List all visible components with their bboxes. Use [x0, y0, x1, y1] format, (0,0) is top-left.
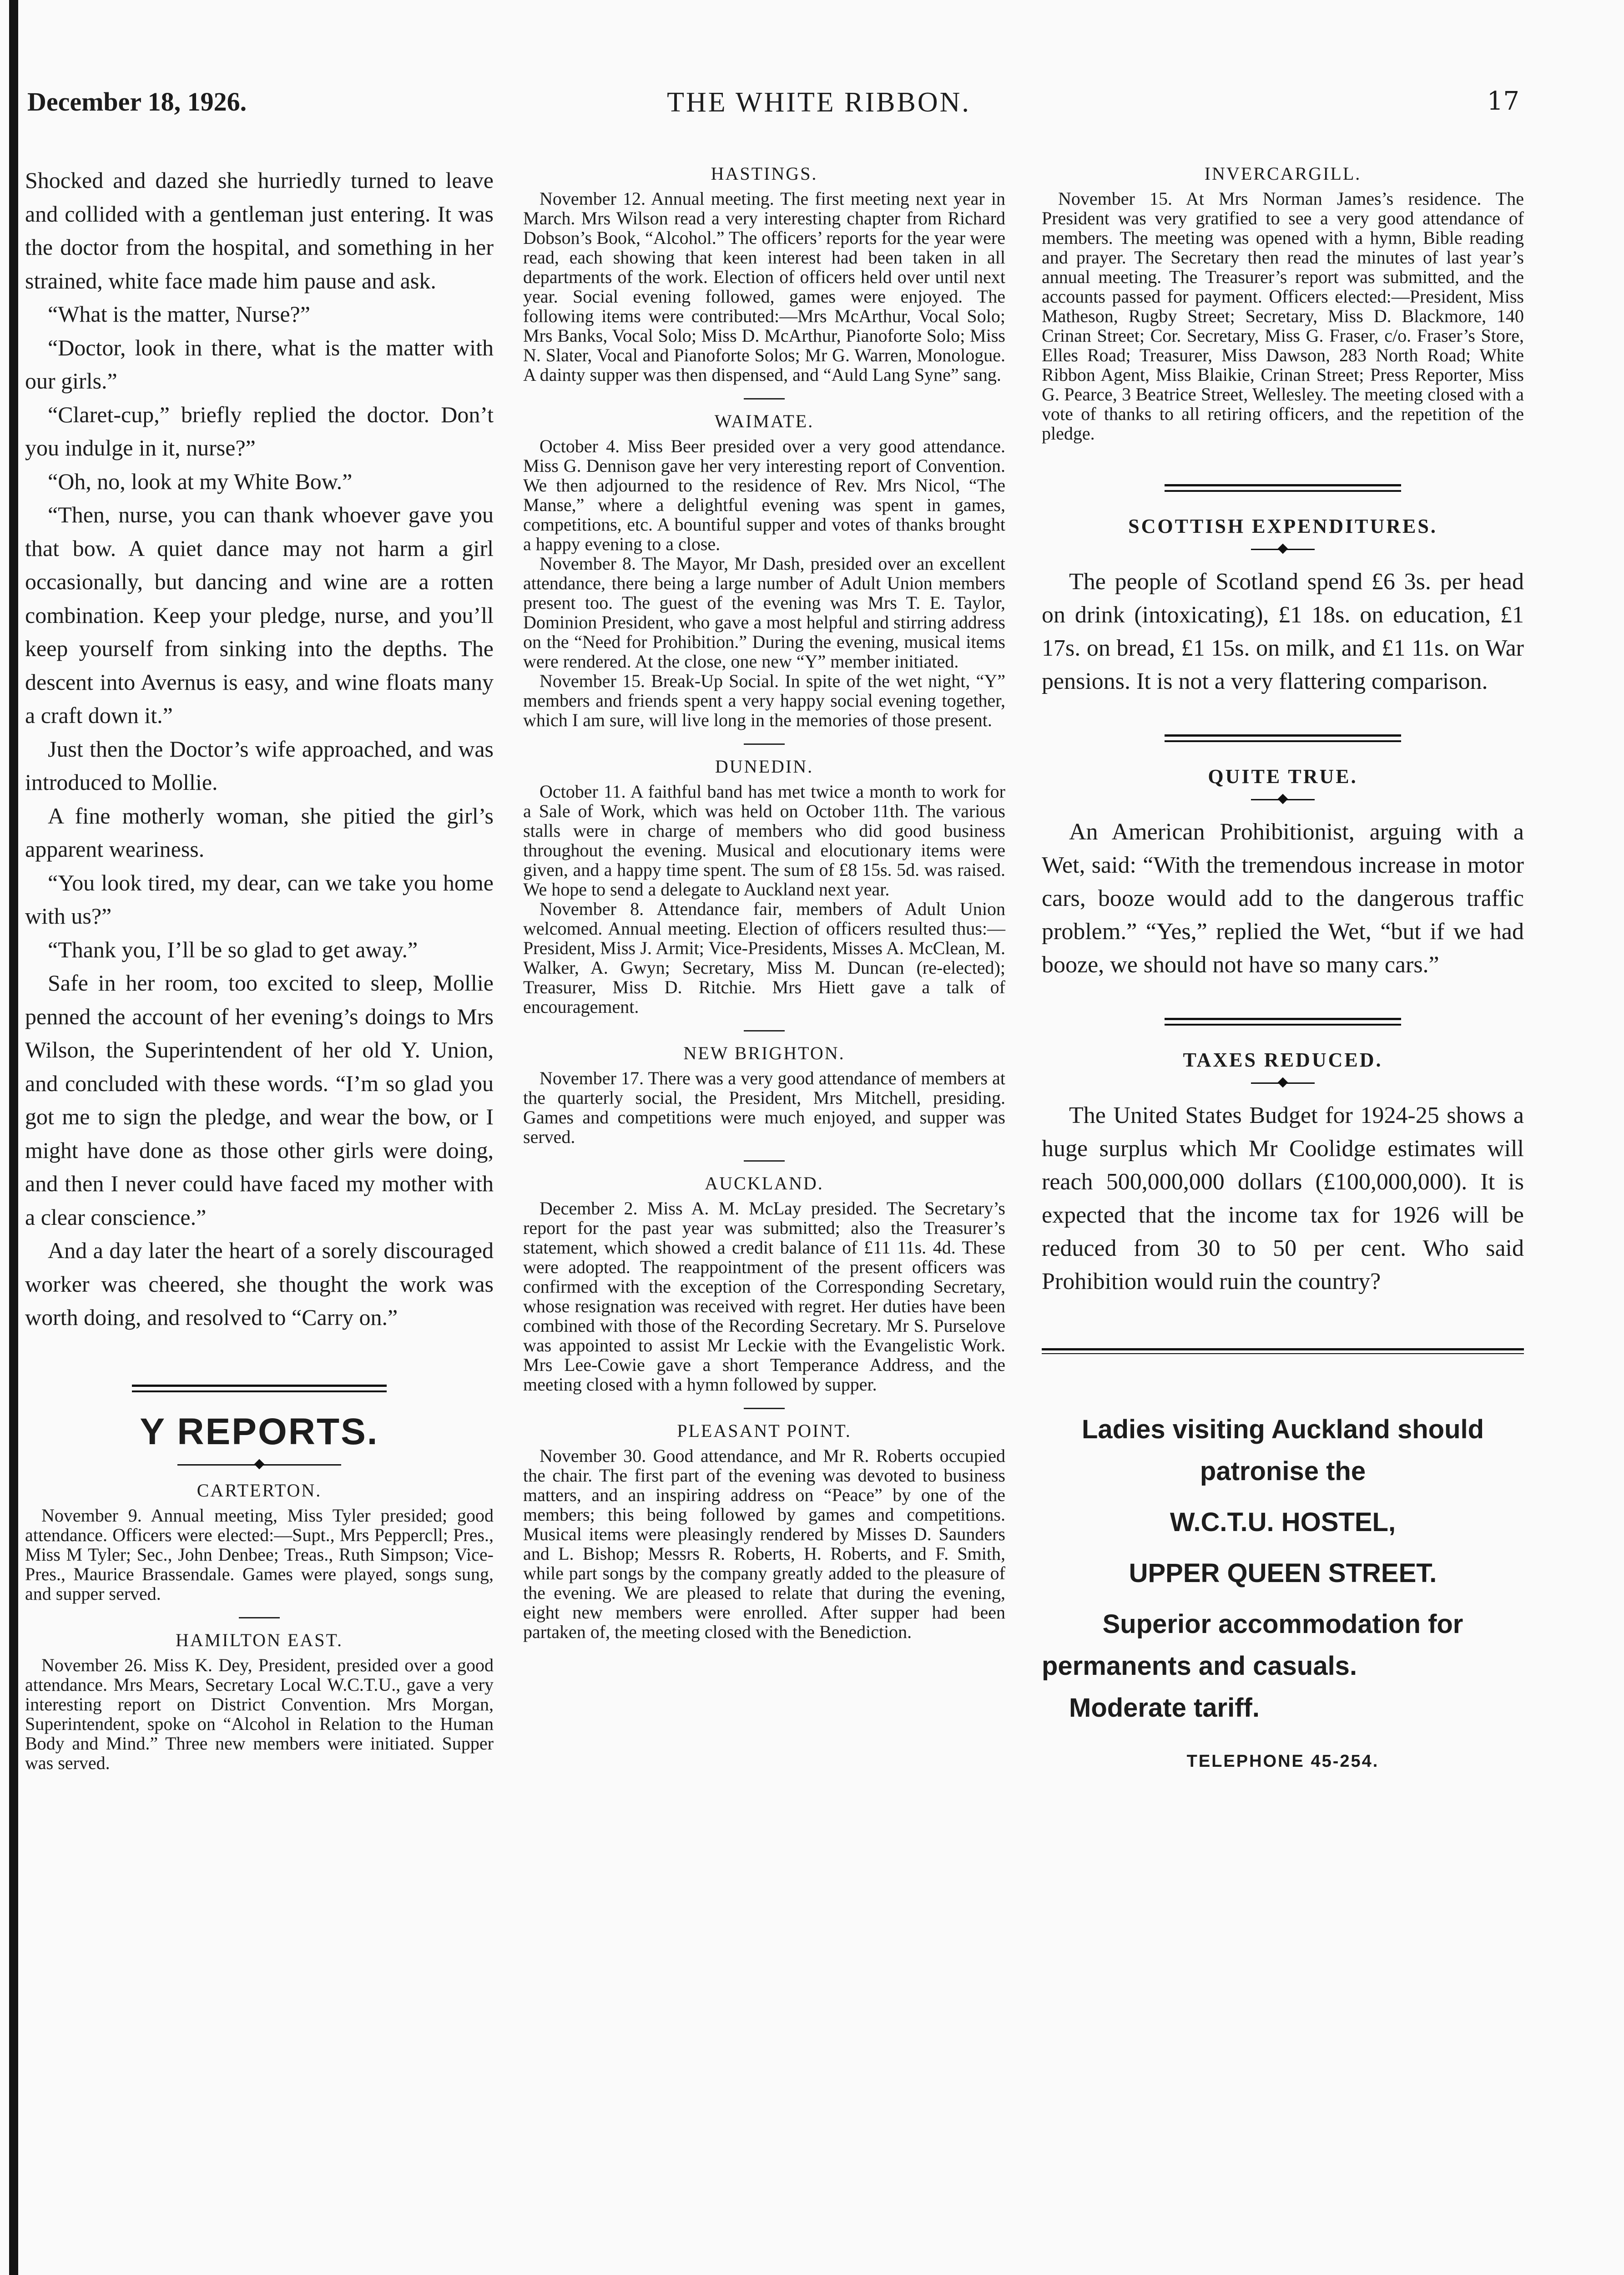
page-number: 17 — [1487, 86, 1519, 116]
report-text: November 12. Annual meeting. The first meeting next year in March. Mrs Wilson read a very interesting chapter from Richard Dobson’s Book, “Alcohol.” The officers’ reports for the year were read, each showing that keen interest had been taken in all departments of the work. Election of officers held over until next year. Social evening followed, games were enjoyed. The following items were contributed:—Mrs McArthur, Vocal Solo; Mrs Banks, Vocal Solo; Miss D. McArthur, Pianoforte Solo; Miss N. Slater, Vocal and Pianoforte Solos; Mr G. Warren, Monologue. A dainty supper was then dispensed, and “Auld Lang Syne” sang. — [523, 188, 1005, 385]
report-place: HAMILTON EAST. — [176, 1629, 343, 1650]
report-text: November 9. Annual meeting, Miss Tyler presided; good attendance. Officers were elected:—Supt., Mrs Peppercll; Pres., Miss M Tyler; Sec., John Denbee; Treas., Ruth Simpson; Vice-Pres., Maurice Brassendale. Games were played, songs sung, and supper served. — [25, 1505, 494, 1604]
advert-line: Superior accommodation for — [1102, 1609, 1463, 1639]
report-place: DUNEDIN. — [715, 756, 814, 777]
report-text: November 8. Attendance fair, members of Adult Union welcomed. Annual meeting. Election of officers resulted thus:—President, Miss J. Armit; Vice-Presidents, Misses A. McClean, M. Walker, A. Gwyn; Secretary, Miss M. Duncan (re-elected); Treasurer, Miss D. Ritchie. Mrs Hiett gave a talk of encouragement. — [523, 899, 1005, 1017]
masthead-title: THE WHITE RIBBON. — [667, 87, 971, 118]
ornament-rule — [141, 1462, 378, 1467]
report-place: WAIMATE. — [714, 411, 814, 431]
taxes-text: The United States Budget for 1924-25 shows a huge surplus which Mr Coolidge estimates will reach 500,000,000 dollars (£100,000,000). It is expected that the income tax for 1926 will be reduced from 30 to 50 per cent. Who said Prohibition would ruin the country? — [1042, 1102, 1524, 1294]
story-paragraph: “What is the matter, Nurse?” — [48, 301, 310, 327]
mini-rule — [744, 1408, 785, 1409]
mini-rule — [744, 1160, 785, 1162]
story-paragraph: “Then, nurse, you can thank whoever gave you that bow. A quiet dance may not harm a girl occasionally, but dancing and wine are a rotten combination. Keep your pledge, nurse, and you’ll keep yourself from sinking into the depths. The descent into Avernus is easy, and wine floats many a craft down it.” — [25, 502, 494, 728]
quite-true-text-block — [1042, 815, 1524, 981]
right-column — [1042, 164, 1524, 1771]
y-reports-list — [25, 1481, 494, 1773]
advert-line: Ladies visiting Auckland should — [1081, 1415, 1484, 1444]
taxes-text-block — [1042, 1099, 1524, 1298]
y-reports-heading: Y REPORTS. — [140, 1410, 379, 1452]
quite-true-heading: QUITE TRUE. — [1208, 765, 1358, 788]
quite-true-text: An American Prohibitionist, arguing with a Wet, said: “With the tremendous increase in motor cars, booze would add to the dangerous traffic problem.” “Yes,” replied the Wet, “but if we had booze, we should not have so many cars.” — [1042, 819, 1524, 978]
report-place: INVERCARGILL. — [1204, 163, 1362, 184]
report-place: AUCKLAND. — [705, 1173, 824, 1193]
middle-column — [523, 164, 1005, 1642]
story-paragraph: Safe in her room, too excited to sleep, Mollie penned the account of her evening’s doings to Mrs Wilson, the Superintendent of her old Y. Union, and concluded with these words. “I’m so glad you got me to sign the pledge, and wear the bow, or I might have done as those other girls were doing, and then I never could have faced my mother with a clear conscience.” — [25, 970, 494, 1230]
left-column — [25, 164, 494, 1773]
advert-top-rule-thin — [1042, 1353, 1524, 1354]
story-paragraph: A fine motherly woman, she pitied the girl’s apparent weariness. — [25, 803, 494, 862]
report-place: CARTERTON. — [197, 1480, 322, 1501]
report-text: November 30. Good attendance, and Mr R. Roberts occupied the chair. The first part of the evening was devoted to business matters, and an inspiring address on “Peace” by one of the members; this being followed by games and competitions. Musical items were pleasingly rendered by Misses D. Saunders and L. Bishop; Messrs R. Roberts, H. Roberts, and F. Smith, while part songs by the company greatly added to the pleasure of the evening. We are pleased to relate that during the evening, eight new members were enrolled. After supper had been partaken of, the meeting closed with the Benediction. — [523, 1446, 1005, 1642]
hostel-advert — [1042, 1409, 1524, 1771]
mini-rule — [744, 1030, 785, 1031]
mini-rule — [744, 743, 785, 745]
invercargill-report — [1042, 164, 1524, 443]
mini-rule — [744, 398, 785, 399]
story-continuation — [25, 164, 494, 1335]
report-text: November 26. Miss K. Dey, President, presided over a good attendance. Mrs Mears, Secretary Local W.C.T.U., gave a very interesting report on District Convention. Mrs Morgan, Superintendent, spoke on “Alcohol in Relation to the Human Body and Mind.” Three new members were initiated. Supper was served. — [25, 1654, 494, 1773]
taxes-heading: TAXES REDUCED. — [1183, 1049, 1383, 1071]
ornament-rule — [1215, 547, 1351, 551]
advert-line: Moderate tariff. — [1069, 1693, 1260, 1723]
story-paragraph: And a day later the heart of a sorely discouraged worker was cheered, she thought the work was worth doing, and resolved to “Carry on.” — [25, 1238, 494, 1330]
report-place: PLEASANT POINT. — [677, 1421, 852, 1441]
advert-line: W.C.T.U. HOSTEL, — [1170, 1507, 1396, 1537]
mini-rule — [239, 1617, 280, 1618]
section-divider — [1165, 1018, 1401, 1026]
section-divider — [1165, 734, 1401, 742]
report-place: NEW BRIGHTON. — [683, 1043, 845, 1063]
report-text: November 15. Break-Up Social. In spite of the wet night, “Y” members and friends spent a very happy social evening together, which I am sure, will live long in the memories of those present. — [523, 671, 1005, 730]
story-paragraph: “Thank you, I’ll be so glad to get away.” — [48, 936, 418, 962]
section-divider — [1165, 484, 1401, 492]
report-place: HASTINGS. — [711, 163, 818, 184]
report-text: October 11. A faithful band has met twice a month to work for a Sale of Work, which was held on October 11th. The various stalls were in charge of members who did good business throughout the evening. Musical and elocutionary items were given, and a happy time spent. The sum of £8 15s. 5d. was raised. We hope to send a delegate to Auckland next year. — [523, 781, 1005, 900]
report-text: November 8. The Mayor, Mr Dash, presided over an excellent attendance, there being a large number of Adult Union members present too. The guest of the evening was Mrs T. E. Taylor, Dominion President, who gave a most helpful and stirring address on the “Need for Prohibition.” During the evening, musical items were rendered. At the close, one new “Y” member initiated. — [523, 553, 1005, 672]
advert-line: UPPER QUEEN STREET. — [1129, 1558, 1437, 1588]
story-paragraph: Just then the Doctor’s wife approached, and was introduced to Mollie. — [25, 736, 494, 795]
report-text: November 17. There was a very good attendance of members at the quarterly social, the President, Mrs Mitchell, presiding. Games and competitions were much enjoyed, and supper was served. — [523, 1068, 1005, 1147]
scottish-text: The people of Scotland spend £6 3s. per head on drink (intoxicating), £1 18s. on education, £1 17s. on bread, £1 15s. on milk, and £1 11s. on War pensions. It is not a very flattering comparison. — [1042, 569, 1524, 694]
scottish-text-block — [1042, 565, 1524, 698]
scottish-heading: SCOTTISH EXPENDITURES. — [1128, 515, 1437, 537]
story-paragraph: “Claret-cup,” briefly replied the doctor. Don’t you indulge in it, nurse?” — [25, 401, 494, 460]
ornament-rule — [1215, 1081, 1351, 1085]
advert-line: patronise the — [1200, 1456, 1366, 1486]
report-text: November 15. At Mrs Norman James’s residence. The President was very gratified to see a very good attendance of members. The meeting was opened with a hymn, Bible reading and prayer. The Secretary then read the minutes of last year’s annual meeting. The Treasurer’s report was submitted, and the accounts passed for payment. Officers elected:—President, Miss Matheson, Rugby Street; Secretary, Miss D. Blackmore, 140 Crinan Street; Cor. Secretary, Miss G. Fraser, c/o. Fraser’s Store, Elles Road; Treasurer, Miss Dawson, 283 North Road; White Ribbon Agent, Miss Blaikie, Crinan Street; Press Reporter, Miss G. Pearce, 3 Beatrice Street, Wellesley. The meeting closed with a vote of thanks to all retiring officers, and the repetition of the pledge. — [1042, 188, 1524, 444]
story-paragraph: “Doctor, look in there, what is the matter with our girls.” — [25, 334, 494, 394]
binding-edge — [9, 0, 18, 2275]
ornament-rule — [1215, 797, 1351, 802]
section-divider — [132, 1385, 387, 1392]
report-text: October 4. Miss Beer presided over a very good attendance. Miss G. Dennison gave her very interesting report of Convention. We then adjourned to the residence of Rev. Mrs Nicol, “The Manse,” where a delightful evening was spent in games, competitions, etc. A bountiful supper and votes of thanks brought a happy evening to a close. — [523, 436, 1005, 554]
story-paragraph: Shocked and dazed she hurriedly turned to leave and collided with a gentleman just entering. It was the doctor from the hospital, and something in her strained, white face made him pause and ask. — [25, 167, 494, 293]
advert-telephone: TELEPHONE 45-254. — [1186, 1752, 1379, 1771]
advert-top-rule — [1042, 1348, 1524, 1350]
issue-date: December 18, 1926. — [27, 87, 247, 116]
advert-line: permanents and casuals. — [1042, 1651, 1357, 1681]
report-text: December 2. Miss A. M. McLay presided. The Secretary’s report for the past year was submitted; also the Treasurer’s statement, which showed a credit balance of £11 11s. 4d. These were adopted. The reappointment of the present officers was confirmed with the exception of the Corresponding Secretary, whose resignation was received with regret. Her duties have been combined with those of the Recording Secretary. Mr S. Purselove was appointed to assist Mr Leckie with the Evangelistic Work. Mrs Lee-Cowie gave a short Temperance Address, and the meeting closed with a hymn followed by supper. — [523, 1198, 1005, 1395]
story-paragraph: “Oh, no, look at my White Bow.” — [48, 468, 353, 494]
story-paragraph: “You look tired, my dear, can we take you home with us?” — [25, 870, 494, 929]
